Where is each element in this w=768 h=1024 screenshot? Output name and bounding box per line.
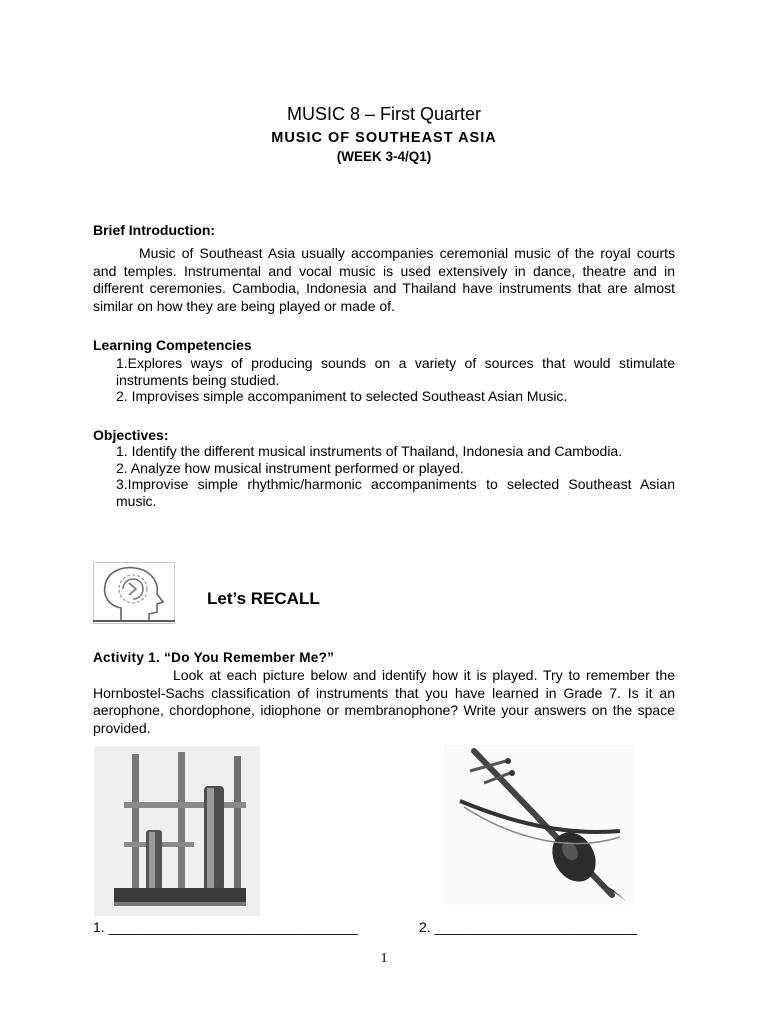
recall-head-icon [93, 562, 175, 624]
page-subtitle: MUSIC OF SOUTHEAST ASIA [271, 130, 497, 146]
recall-title: Let’s RECALL [207, 589, 320, 608]
intro-paragraph: Music of Southeast Asia usually accompanies ceremonial music of the royal courts and temples. Instrumental and vocal music is used extensively in dance, theatre and in different ceremonies. Cambodia, Indonesia and Thailand have instruments that are almost similar on how they are being played or made of. [93, 245, 675, 314]
objective-item: 3.Improvise simple rhythmic/harmonic accompaniments to selected Southeast Asian music. [116, 476, 675, 509]
page-title: MUSIC 8 – First Quarter [286, 104, 482, 124]
week-label: (WEEK 3-4/Q1) [336, 149, 432, 164]
activity-instructions: Look at each picture below and identify how it is played. Try to remember the Hornbostel-Sachs classification of instruments that you have learned in Grade 7. Is it an aerophone, chordophone, idiophone or membranophone? Write your answers on the space provided. [93, 667, 675, 736]
competencies-heading: Learning Competencies [93, 337, 252, 353]
angklung-image [94, 746, 260, 916]
competency-item: 1.Explores ways of producing sounds on a variety of sources that would stimulate instruments being studied. [116, 355, 675, 388]
page-number: 1 [380, 951, 388, 966]
intro-heading: Brief Introduction: [93, 222, 216, 238]
answer-blank-2[interactable]: 2. __________________________ [419, 919, 638, 935]
answer-blank-1[interactable]: 1. ________________________________ [93, 919, 358, 935]
competencies-list [116, 355, 675, 405]
activity-heading: Activity 1. “Do You Remember Me?” [93, 650, 335, 665]
objectives-heading: Objectives: [93, 427, 169, 443]
competency-item: 2. Improvises simple accompaniment to selected Southeast Asian Music. [116, 388, 568, 404]
objectives-list [116, 443, 675, 509]
bowed-string-instrument-image [444, 745, 634, 905]
objective-item: 2. Analyze how musical instrument performed or played. [116, 459, 464, 476]
objective-item: 1. Identify the different musical instruments of Thailand, Indonesia and Cambodia. [116, 443, 623, 459]
